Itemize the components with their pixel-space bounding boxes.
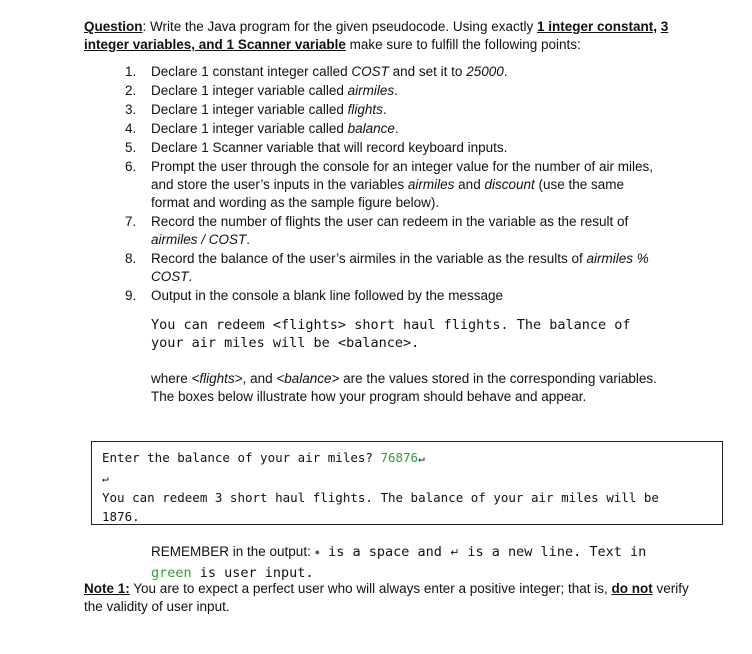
step-var: airmiles % COST xyxy=(151,251,649,284)
step-text: and set it to xyxy=(388,64,467,79)
step-8 xyxy=(125,250,665,286)
step-var: airmiles / COST xyxy=(151,232,247,247)
where-text: where xyxy=(151,371,192,386)
step-text: Declare 1 integer variable called xyxy=(151,121,348,136)
step-2 xyxy=(125,82,665,100)
explanation xyxy=(151,370,681,406)
step-number: 8. xyxy=(125,251,137,266)
step-text: (use the same format and wording as the sample figure below). xyxy=(151,177,625,210)
console-user-input: 76876 xyxy=(380,450,419,465)
note-emph: do not xyxy=(611,581,653,596)
step-var: COST xyxy=(351,64,389,79)
flights-placeholder: <flights> xyxy=(191,371,243,386)
question-intro-a: : Write the Java program for the given pseudocode. Using exactly xyxy=(142,19,537,34)
console-blank-line xyxy=(102,468,712,488)
step-number: 3. xyxy=(125,102,137,117)
step-text: . xyxy=(246,232,251,247)
step-number: 7. xyxy=(125,214,137,229)
step-number: 5. xyxy=(125,140,137,155)
step-text: and xyxy=(454,177,485,192)
newline-icon: ↵ xyxy=(102,472,109,485)
step-5 xyxy=(125,139,665,157)
output-message-template xyxy=(151,316,671,352)
question-emph-2: 3 integer variables, and 1 Scanner variable xyxy=(84,19,669,52)
step-7 xyxy=(125,213,665,249)
note-1 xyxy=(84,580,704,616)
step-text: . xyxy=(394,121,399,136)
message-line-1: You can redeem <flights> short haul flights. The balance of xyxy=(151,317,631,333)
newline-icon: ↵ xyxy=(418,452,425,465)
newline-icon: ↵ xyxy=(450,547,460,559)
step-3 xyxy=(125,101,665,119)
steps-list xyxy=(125,63,665,306)
step-1 xyxy=(125,63,665,81)
step-var: 25000 xyxy=(466,64,504,79)
step-number: 1. xyxy=(125,64,137,79)
step-text: Declare 1 integer variable called xyxy=(151,102,348,117)
remember-space: is a space and xyxy=(320,544,451,560)
step-number: 9. xyxy=(125,288,137,303)
and-text: , and xyxy=(242,371,277,386)
remember-tail: is user input. xyxy=(191,565,314,581)
step-var: airmiles xyxy=(407,177,455,192)
question-label: Question xyxy=(84,19,143,34)
sample-console-box xyxy=(91,441,723,525)
console-output-line-2: 1876. xyxy=(102,509,140,524)
question-intro-b: make sure to fulfill the following points: xyxy=(345,37,581,52)
console-prompt: Enter the balance of your air miles? xyxy=(102,450,381,465)
remember-note xyxy=(151,542,711,583)
step-number: 2. xyxy=(125,83,137,98)
note-text-b: verify the validity of user input. xyxy=(84,581,689,614)
note-text-a: You are to expect a perfect user who will always enter a positive integer; that is, xyxy=(129,581,612,596)
note-label: Note 1: xyxy=(84,581,130,596)
step-4 xyxy=(125,120,665,138)
balance-placeholder: <balance> xyxy=(276,371,340,386)
question-paragraph xyxy=(84,18,684,54)
step-number: 4. xyxy=(125,121,137,136)
step-text: . xyxy=(394,83,398,98)
step-var: flights xyxy=(347,102,383,117)
step-text: Declare 1 integer variable called xyxy=(151,83,348,98)
step-text: Record the balance of the user’s airmiles in the variable as the results of xyxy=(151,251,587,266)
question-emph-1: 1 integer constant, xyxy=(536,19,657,34)
step-text: Prompt the user through the console for an integer value for the number of air miles, and store the user’s inputs in the variables xyxy=(151,159,654,192)
step-9 xyxy=(125,287,665,305)
step-text: Output in the console a blank line followed by the message xyxy=(151,288,503,303)
where-rest: are the values stored in the corresponding variables. xyxy=(339,371,657,386)
step-text: Record the number of flights the user can redeem in the variable as the result of xyxy=(151,214,629,229)
step-text: . xyxy=(382,102,387,117)
remember-nl: is a new line. Text in xyxy=(459,544,647,560)
step-var: balance xyxy=(347,121,395,136)
step-text: Declare 1 Scanner variable that will record keyboard inputs. xyxy=(151,140,508,155)
step-text: . xyxy=(188,269,193,284)
step-var: discount xyxy=(484,177,535,192)
step-var: airmiles xyxy=(347,83,395,98)
step-text: Declare 1 constant integer called xyxy=(151,64,352,79)
space-dot-icon: ● xyxy=(314,546,321,557)
remember-lead: REMEMBER in the output: xyxy=(151,544,315,559)
message-line-2: your air miles will be <balance>. xyxy=(151,335,420,351)
remember-green-word: green xyxy=(151,565,192,581)
step-6 xyxy=(125,158,665,212)
step-number: 6. xyxy=(125,159,137,174)
where-line xyxy=(151,370,681,388)
step-text: . xyxy=(503,64,508,79)
console-prompt-line xyxy=(102,448,712,468)
console-output-line-1: You can redeem 3 short haul flights. The balance of your air miles will be xyxy=(102,490,659,505)
boxes-line: The boxes below illustrate how your program should behave and appear. xyxy=(151,389,587,404)
